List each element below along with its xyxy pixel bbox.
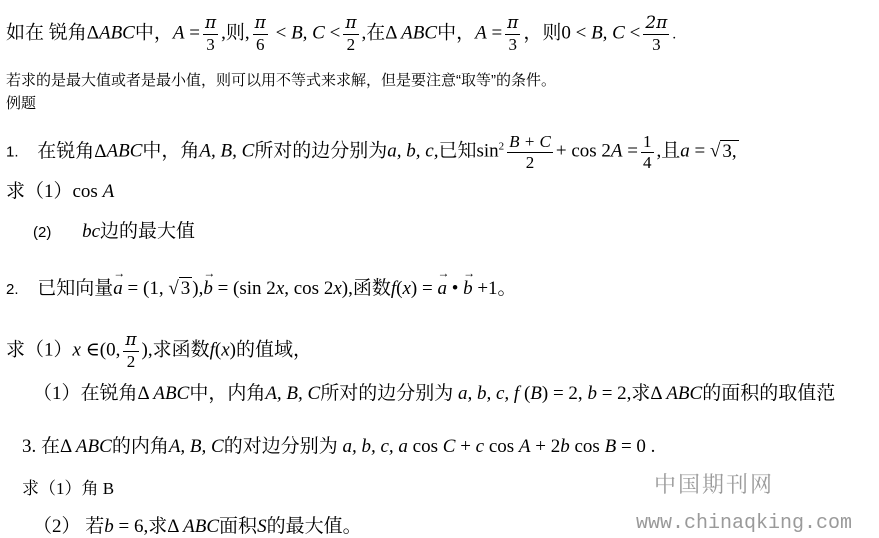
text: 的内角 <box>111 436 169 457</box>
text: ) = 2, <box>541 383 588 404</box>
text: = 0 . <box>616 436 656 457</box>
text: ABC <box>401 22 438 44</box>
question-3-line <box>22 437 655 456</box>
text: ABC <box>153 383 190 404</box>
text: 中， <box>134 22 173 44</box>
question-3-sub-1: 求（1）角 B <box>22 479 115 498</box>
question-2-sub-1 <box>6 332 312 371</box>
text: < <box>270 22 292 44</box>
text: = <box>689 140 710 162</box>
text: 求（1） <box>6 339 73 361</box>
text: = 6,求Δ <box>113 516 184 537</box>
text: π <box>345 13 357 33</box>
text: cos <box>407 436 443 457</box>
text: ABC <box>106 140 143 162</box>
text: a, b, c, a <box>342 436 408 457</box>
text: 6 <box>256 34 265 54</box>
text: ABC <box>666 383 703 404</box>
sqrt-symbol: √ <box>709 140 721 162</box>
text: = <box>184 22 200 44</box>
text: b <box>560 436 570 457</box>
text: A, B, C <box>265 383 321 404</box>
text: 2 <box>126 351 136 371</box>
fraction <box>641 133 654 172</box>
text: 3 <box>652 34 661 54</box>
text: 2 <box>498 140 505 153</box>
text: → a <box>437 279 447 298</box>
question-1-sub-2 <box>33 222 195 241</box>
text: . <box>672 26 677 43</box>
text: π <box>254 13 266 33</box>
text: → b <box>463 279 473 298</box>
text: c <box>475 436 485 457</box>
text: )的值域， <box>229 339 312 361</box>
text: B, C <box>291 22 325 44</box>
text: ∈(0, <box>80 339 121 361</box>
text: 中，内角 <box>189 383 266 404</box>
note-text: 若求的是最大值或者是最小值，则可以用不等式来求解，但是要注意“取等”的条件。 <box>6 72 556 89</box>
text: = <box>486 22 503 44</box>
text: 的面积的取值范 <box>702 383 836 404</box>
text: a <box>680 140 690 162</box>
text: 的对边分别为 <box>223 436 343 457</box>
text: 面积 <box>219 516 258 537</box>
text: ),函数 <box>341 278 391 299</box>
text: ABC <box>75 436 112 457</box>
text: < <box>624 22 641 44</box>
fraction <box>643 15 669 54</box>
text: → a <box>113 279 123 298</box>
text: 2 <box>346 34 356 54</box>
text: A <box>102 181 115 202</box>
question-1-line <box>6 133 739 172</box>
text: A, B, C <box>168 436 224 457</box>
text: 3. 在Δ <box>22 436 76 457</box>
text: → b <box>203 279 213 298</box>
example-heading: 例题 <box>6 95 37 112</box>
text: 中，角 <box>142 140 200 162</box>
text: x <box>72 339 81 361</box>
text: 中， <box>437 22 476 44</box>
text: bc <box>82 221 101 242</box>
fraction <box>203 15 218 54</box>
text: 3 <box>508 34 517 54</box>
text: x <box>402 278 411 299</box>
text: ( <box>396 278 403 299</box>
text: f <box>390 278 397 299</box>
text: 2. <box>6 281 19 298</box>
text: = <box>622 140 638 162</box>
text: 2π <box>645 13 668 33</box>
text: 边的最大值 <box>100 221 196 242</box>
text: ,且 <box>656 140 681 162</box>
text: π <box>125 330 137 350</box>
text: • <box>446 278 464 299</box>
watermark-cn: 中国期刊网 <box>654 473 775 498</box>
text: x <box>333 278 342 299</box>
fraction <box>123 332 138 371</box>
text: 在锐角Δ <box>37 140 107 162</box>
text: π <box>204 13 217 33</box>
text: + cos 2 <box>555 140 611 162</box>
text: 所对的边分别为 <box>320 383 458 404</box>
text: C <box>442 436 456 457</box>
text: (2) <box>33 224 52 241</box>
fraction <box>505 15 520 54</box>
text: A <box>172 22 185 44</box>
text: cos <box>569 436 605 457</box>
text: π <box>507 13 519 33</box>
text: 求（1）cos <box>6 181 103 202</box>
fraction <box>253 15 268 54</box>
text: ,则, <box>221 22 250 44</box>
text: b <box>587 383 597 404</box>
text: = (1, <box>122 278 169 299</box>
text: = 2,求Δ <box>596 383 667 404</box>
text: + 2 <box>530 436 561 457</box>
text: ABC <box>183 516 220 537</box>
text: 3 <box>206 34 215 54</box>
text: （2） 若 <box>33 516 105 537</box>
text: b <box>104 516 114 537</box>
text: 所对的边分别为 <box>254 140 388 162</box>
question-3-sub-2 <box>33 517 362 536</box>
text: B <box>604 436 617 457</box>
text: 2 <box>525 152 535 172</box>
text: 1 <box>643 132 652 151</box>
text: a, b, c, <box>387 140 439 162</box>
sqrt-symbol: √ <box>168 278 179 299</box>
text: ,在Δ <box>361 22 402 44</box>
text: x <box>221 339 230 361</box>
question-2-line <box>6 279 517 298</box>
text: a, b, c, f <box>457 383 520 404</box>
text: 3, <box>722 140 737 162</box>
text: S <box>257 516 267 537</box>
text: , cos 2 <box>284 278 334 299</box>
text: f <box>209 339 215 361</box>
text: ( <box>519 383 531 404</box>
fraction <box>507 133 553 172</box>
text: ) = <box>410 278 438 299</box>
text: 已知sin <box>438 140 499 162</box>
text: B, C <box>591 22 625 44</box>
text: A <box>610 140 623 162</box>
text: 1. <box>6 143 19 161</box>
text: 4 <box>643 152 652 172</box>
text: = (sin 2 <box>212 278 276 299</box>
text: 已知向量 <box>37 278 114 299</box>
text: ( <box>214 339 222 361</box>
text: B + C <box>509 132 551 151</box>
text: ，则0 < <box>523 22 592 44</box>
text: +1。 <box>472 278 517 299</box>
text: A <box>518 436 531 457</box>
text: x <box>275 278 285 299</box>
text: A, B, C <box>199 140 255 162</box>
text: A <box>475 22 487 44</box>
text: ), <box>192 278 204 299</box>
question-2-sub-2 <box>33 384 835 403</box>
fraction <box>343 15 358 54</box>
text: ABC <box>98 22 135 44</box>
text: cos <box>484 436 519 457</box>
intro-formula-line <box>6 15 676 54</box>
text: 如在 锐角Δ <box>6 22 99 44</box>
text: < <box>324 22 341 44</box>
text: （1）在锐角Δ <box>33 383 154 404</box>
watermark-url: www.chinaqking.com <box>636 512 853 535</box>
text: B <box>530 383 542 404</box>
text: + <box>455 436 476 457</box>
text: 的最大值。 <box>266 516 362 537</box>
question-1-sub-1 <box>6 182 114 201</box>
text: 3 <box>180 278 191 299</box>
text: ),求函数 <box>141 339 210 361</box>
